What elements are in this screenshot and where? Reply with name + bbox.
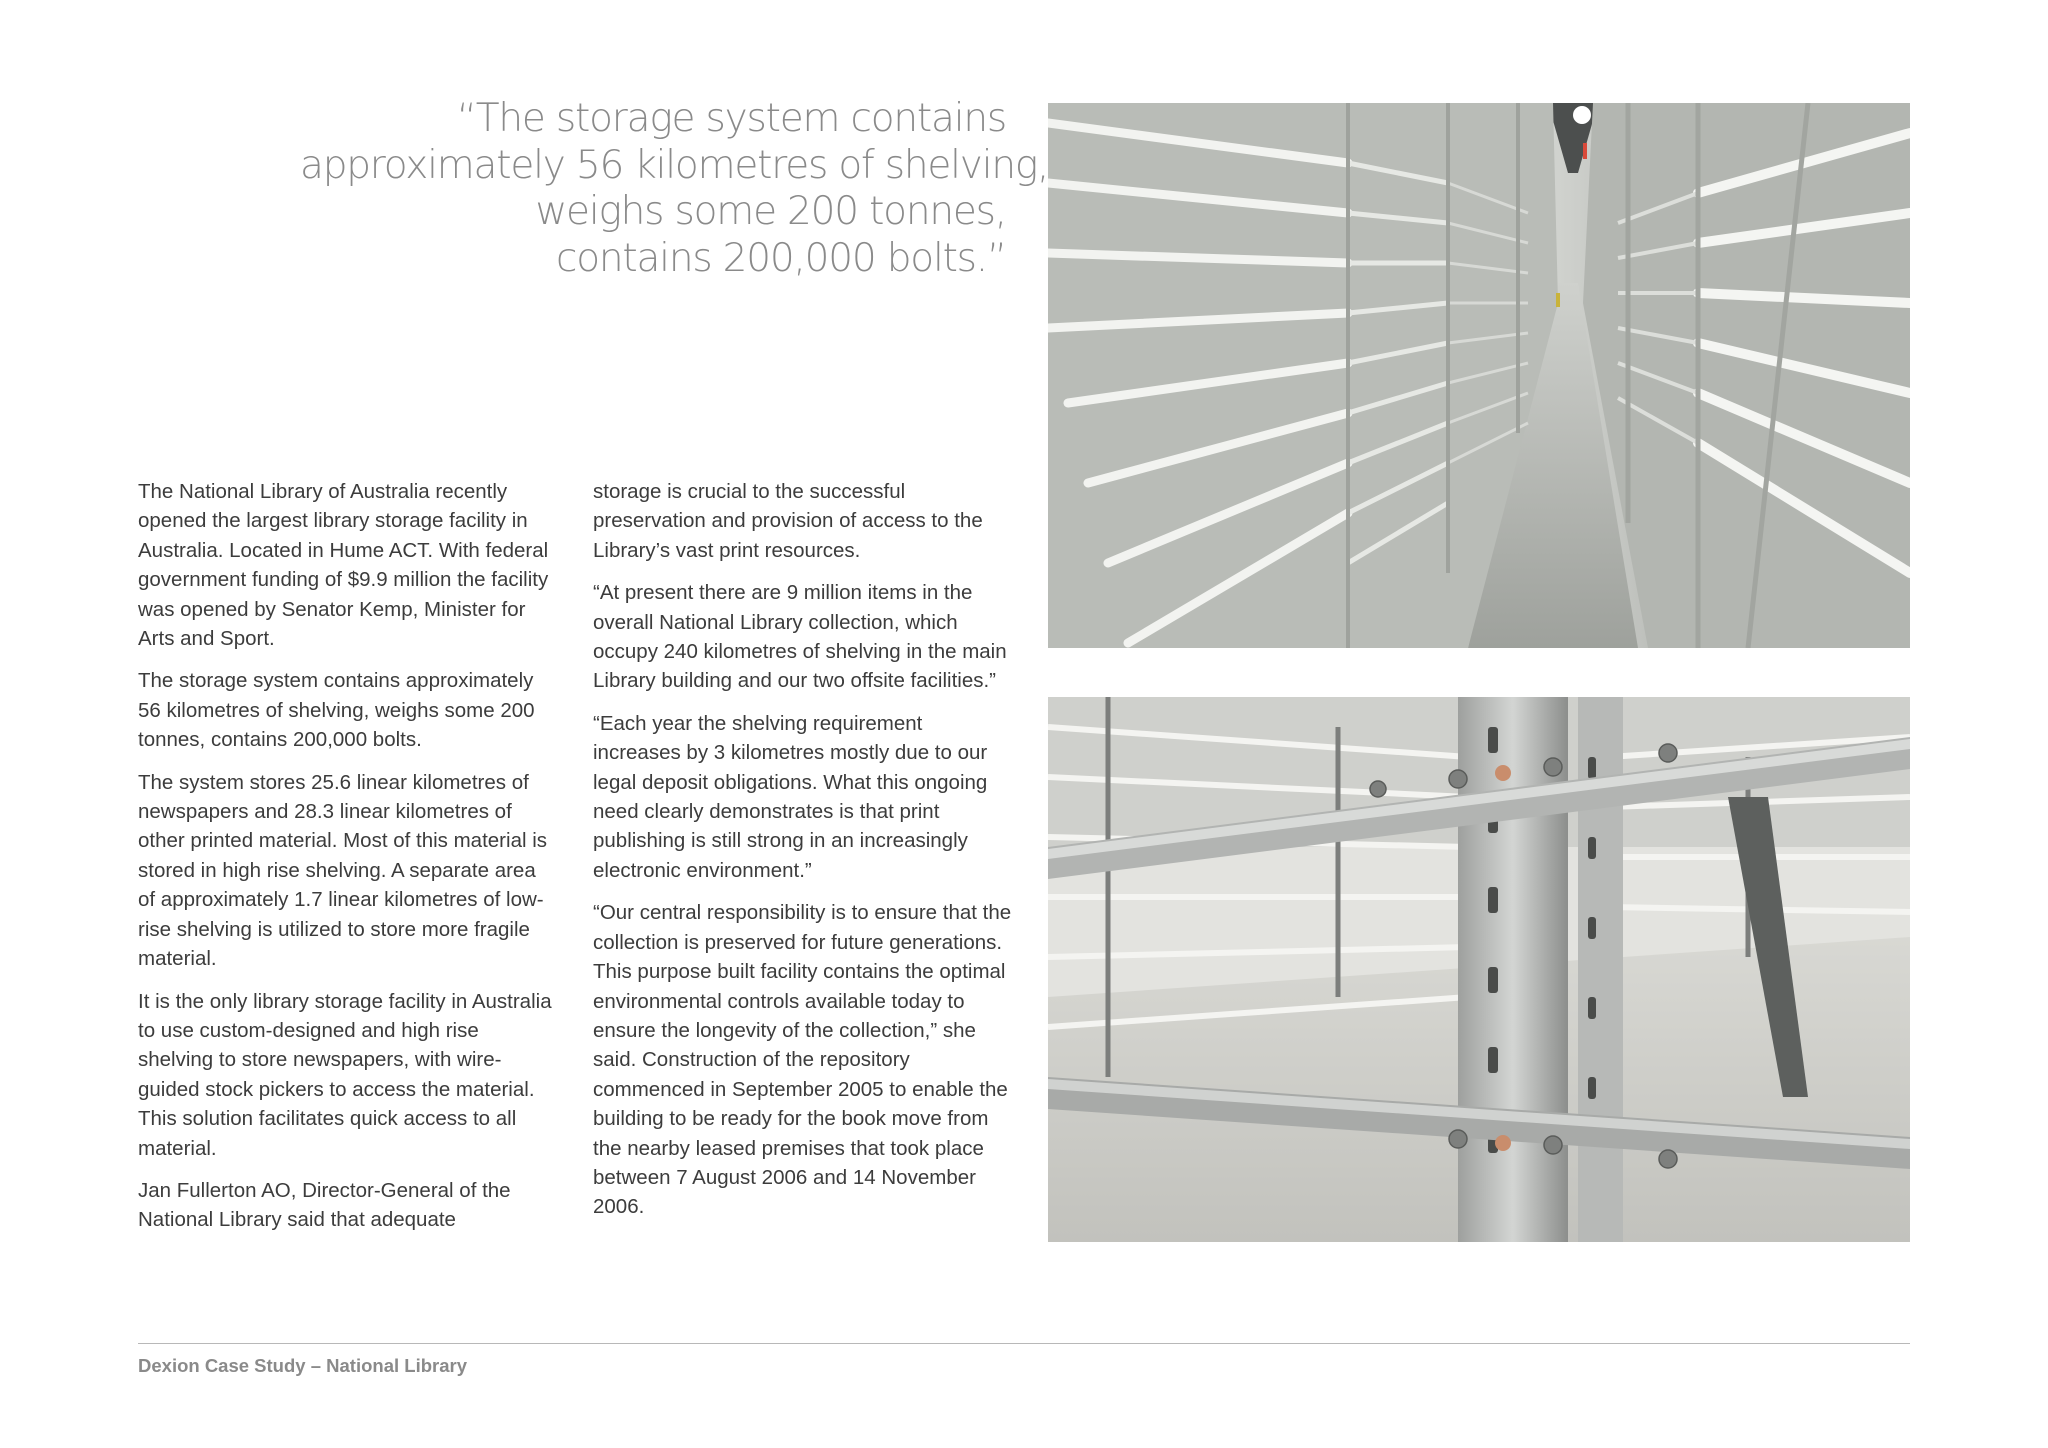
footer-caption: Dexion Case Study – National Library bbox=[138, 1355, 467, 1376]
body-paragraph: “At present there are 9 million items in the overall National Library collection, which occupy 240 kilometres of shelving in the main Library building and our two offsite facilities.” bbox=[593, 581, 1007, 693]
pull-quote-line: contains 200,000 bolts.” bbox=[555, 235, 1006, 281]
photo-high-rise-shelving bbox=[1048, 103, 1910, 648]
pull-quote-line: weighs some 200 tonnes, bbox=[535, 189, 1006, 234]
body-paragraph: “Each year the shelving requirement increases by 3 kilometres mostly due to our legal deposit obligations. What this ongoing need clearly demonstrates is that print publishing is still strong in an increasingly electronic environment.” bbox=[593, 711, 988, 882]
body-paragraph: It is the only library storage facility in Australia to use custom-designed and high rise shelving to store newspapers, with wire-guided stock pickers to access the material. This solution facilitates quick access to all material. bbox=[138, 989, 552, 1160]
photo-steel-uprights bbox=[1048, 697, 1910, 1242]
pull-quote-line: approximately 56 kilometres of shelving, bbox=[300, 142, 1049, 188]
body-column-left bbox=[138, 477, 558, 1248]
body-column-right bbox=[593, 477, 1013, 1235]
body-paragraph: storage is crucial to the successful preservation and provision of access to the Library’s vast print resources. bbox=[593, 480, 983, 562]
footer-divider bbox=[138, 1343, 1910, 1344]
body-paragraph: The National Library of Australia recently opened the largest library storage facility in Australia. Located in Hume ACT. With federal government funding of $9.9 million the facility was opened by Senator Kemp, Minister for Arts and Sport. bbox=[138, 480, 549, 651]
body-paragraph: Jan Fullerton AO, Director-General of the National Library said that adequate bbox=[138, 1178, 511, 1232]
pull-quote bbox=[300, 96, 1049, 282]
body-paragraph: “Our central responsibility is to ensure that the collection is preserved for future generations. This purpose built facility contains the optimal environmental controls available today to ensure the longevity of the collection,” she said. Construction of the repository commenced in September 2005 to enable the building to be ready for the book move from the nearby leased premises that took place between 7 August 2006 and 14 November 2006. bbox=[593, 901, 1012, 1219]
body-paragraph: The storage system contains approximately 56 kilometres of shelving, weighs some 200 tonnes, contains 200,000 bolts. bbox=[138, 669, 535, 752]
body-paragraph: The system stores 25.6 linear kilometres of newspapers and 28.3 linear kilometres of other printed material. Most of this material is stored in high rise shelving. A separate area of approximately 1.7 linear kilometres of low-rise shelving is utilized to store more fragile material. bbox=[138, 770, 548, 971]
pull-quote-line: “The storage system contains bbox=[456, 96, 1006, 141]
